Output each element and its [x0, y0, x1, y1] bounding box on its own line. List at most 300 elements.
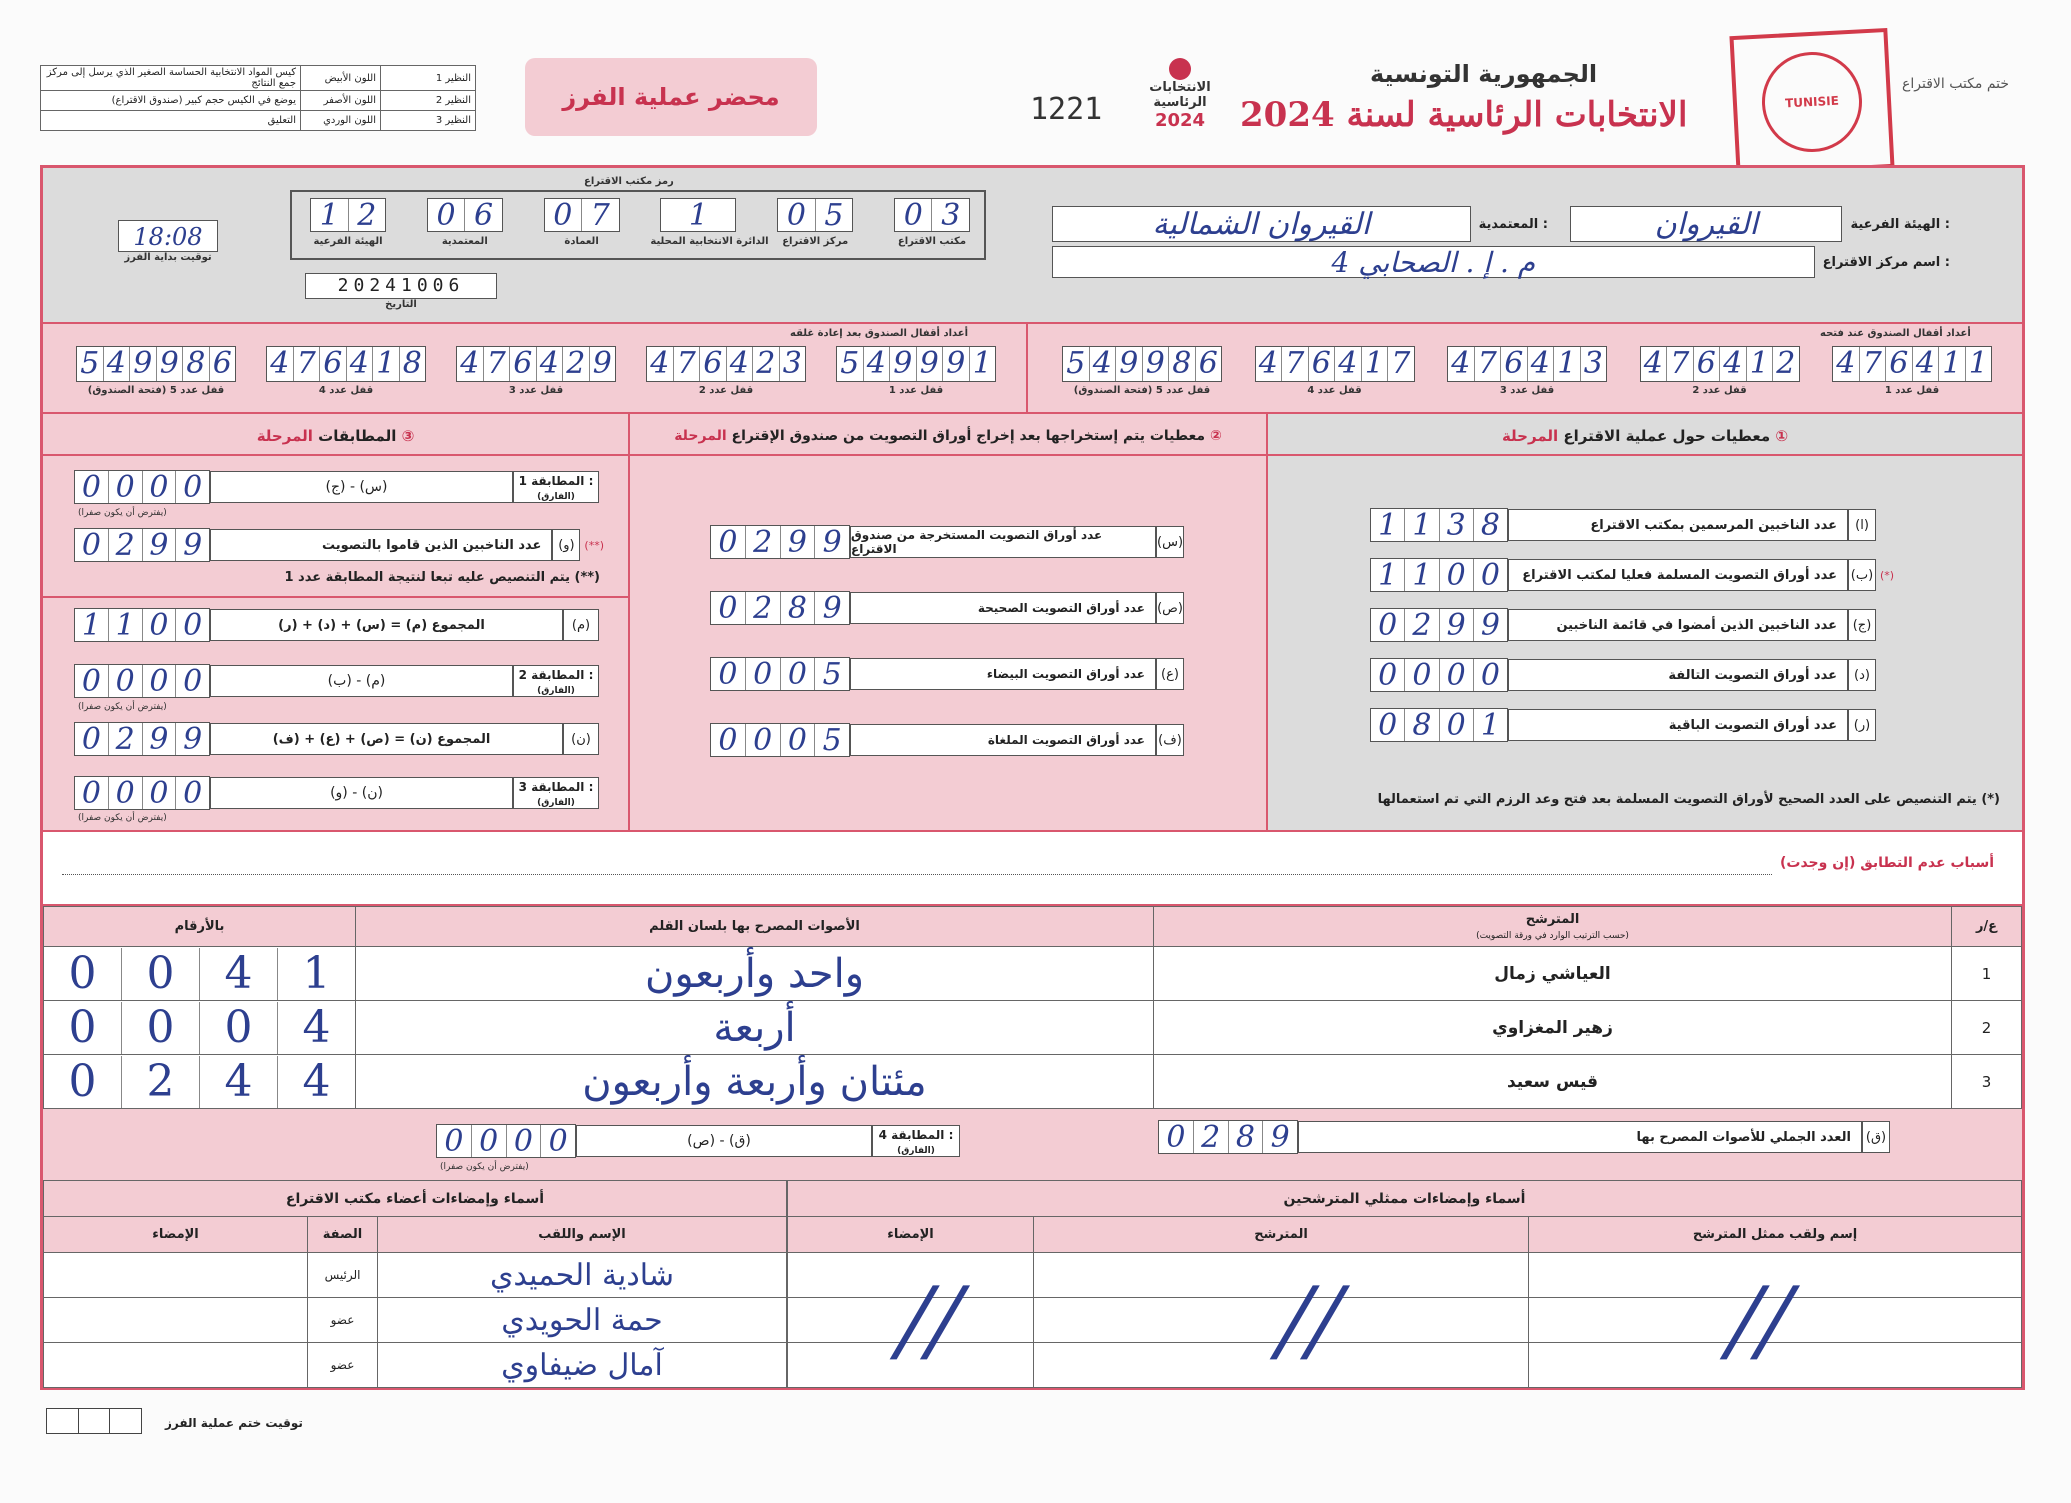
member-signature — [44, 1253, 308, 1298]
stage2-digit: 9 — [814, 526, 849, 558]
m4-value-digit: 0 — [540, 1125, 575, 1157]
stage1-digit: 0 — [1378, 658, 1398, 693]
m1-value-digit: 0 — [81, 470, 101, 505]
lock-value — [266, 346, 426, 382]
col-name-header: المترشح (حسب الترتيب الوارد في ورقة التصويت) — [1154, 907, 1952, 947]
m3-value-digit: 0 — [175, 777, 209, 809]
code-label: مركز الاقتراع — [782, 236, 849, 247]
member-role: عضو — [308, 1343, 378, 1388]
m4-value-digit: 0 — [471, 1125, 506, 1157]
code-digit: 0 — [553, 198, 573, 233]
m1-formula: (ج) - (س) — [210, 471, 513, 503]
lock-digit: 1 — [1938, 347, 1965, 381]
stage1-letter: (ج) — [1848, 609, 1876, 641]
lock-value — [1640, 346, 1800, 382]
lock-digit: 4 — [1719, 347, 1746, 381]
lock-label: قفل عدد 1 — [1884, 385, 1940, 396]
member-role: عضو — [308, 1298, 378, 1343]
form-number: 1221 — [1030, 92, 1103, 127]
m1-value-digit: 0 — [142, 471, 176, 503]
lock-digit: 6 — [1693, 347, 1720, 381]
date-label: التاريخ — [385, 299, 417, 310]
stage1-title: معطيات حول عملية الاقتراع — [1563, 427, 1771, 445]
m3-zero-note: (يفترض أن يكون صفرا) — [78, 813, 167, 823]
m1-value — [74, 470, 210, 504]
m1-zero-note: (يفترض أن يكون صفرا) — [78, 508, 167, 518]
stage2-digit: 2 — [745, 526, 780, 558]
start-time-label: توقيت بداية الفرز — [124, 252, 212, 263]
stage1-value — [1370, 708, 1508, 742]
w-value-digit: 9 — [142, 529, 176, 561]
lock-field — [1062, 346, 1222, 408]
stage1-value — [1370, 508, 1508, 542]
lock-digit: 4 — [536, 347, 563, 381]
logo-text-1: الانتخابات — [1149, 80, 1211, 95]
lock-digit: 1 — [1553, 347, 1580, 381]
m2-zero-note: (يفترض أن يكون صفرا) — [78, 702, 167, 712]
code-label: المعتمدية — [441, 236, 488, 247]
mismatch-line — [62, 874, 1772, 875]
stage1-label: عدد أوراق التصويت المسلمة فعليا لمكتب الاقتراع — [1508, 559, 1848, 591]
candidate-digit: 4 — [199, 1056, 277, 1108]
stage2-digit: 8 — [780, 592, 815, 624]
candidate-digit: 1 — [277, 948, 355, 1000]
stage2-letter: (س) — [1156, 526, 1184, 558]
candidate-name: قيس سعيد — [1154, 1055, 1952, 1109]
candidate-row — [44, 1055, 2022, 1109]
stage1-row — [1370, 558, 1910, 592]
q-letter: (ق) — [1862, 1121, 1890, 1153]
stage1-label: عدد أوراق التصويت الباقية — [1508, 709, 1848, 741]
lock-label: قفل عدد 2 — [1692, 385, 1747, 396]
election-logo — [1148, 58, 1212, 131]
lock-digit: 6 — [209, 347, 236, 381]
m4-value-digit: 0 — [444, 1124, 464, 1159]
stage2-value — [710, 723, 850, 757]
m4-formula: (ص) - (ق) — [576, 1125, 872, 1157]
m4-zero-note: (يفترض أن يكون صفرا) — [440, 1162, 529, 1172]
stage1-digit: 1 — [1378, 558, 1398, 593]
code-digit: 5 — [815, 199, 853, 231]
member-signature — [44, 1343, 308, 1388]
delegation-value: القيروان الشمالية — [1052, 206, 1471, 242]
n-value-digit: 2 — [108, 723, 142, 755]
w-note: (**) يتم التنصيص عليه تبعا لنتيجة المطابقة عدد 1 — [284, 570, 600, 585]
m2-value — [74, 664, 210, 698]
candidate-words: واحد وأربعون — [356, 947, 1154, 1001]
stage1-header — [1268, 420, 2022, 456]
logo-mark-icon — [1169, 58, 1191, 80]
stage2-left-border — [628, 414, 630, 830]
lock-digit: 6 — [1195, 347, 1222, 381]
stage1-digit: 2 — [1404, 609, 1438, 641]
copy-row — [41, 66, 476, 91]
copies-table — [40, 65, 476, 131]
n-row — [74, 722, 599, 756]
n-value-digit: 9 — [142, 723, 176, 755]
date-field — [305, 273, 497, 310]
q-row — [1158, 1120, 1890, 1154]
start-time-field — [118, 220, 218, 263]
copy-color: اللون الوردي — [301, 111, 381, 131]
w-letter: (و) — [552, 529, 580, 561]
stage1-num: المرحلة ① — [1501, 427, 1789, 445]
stage2-value — [710, 657, 850, 691]
stage1-label: عدد الناخبين الذين أمضوا في قائمة الناخبين — [1508, 609, 1848, 641]
q-value — [1158, 1120, 1298, 1154]
stage2-digit: 0 — [780, 724, 815, 756]
w-value-digit: 2 — [108, 529, 142, 561]
candidate-digit: 0 — [68, 1001, 97, 1053]
candidate-digits — [44, 1001, 356, 1055]
lock-digit: 4 — [346, 347, 373, 381]
lock-digit: 7 — [673, 347, 700, 381]
q-value-digit: 0 — [1166, 1120, 1186, 1155]
stage1-digit: 9 — [1473, 609, 1507, 641]
stage1-digit: 0 — [1378, 708, 1398, 743]
lock-digit: 4 — [1258, 346, 1278, 381]
m1-value-digit: 0 — [108, 471, 142, 503]
lock-digit: 6 — [509, 347, 536, 381]
m3-value-digit: 0 — [142, 777, 176, 809]
candidate-digit: 4 — [199, 948, 277, 1000]
q-value-digit: 9 — [1262, 1121, 1297, 1153]
code-label: الدائرة الانتخابية المحلية — [650, 236, 769, 247]
lock-field — [836, 346, 996, 408]
m2-value-digit: 0 — [108, 665, 142, 697]
code-digit: 0 — [903, 198, 923, 233]
logo-year: 2024 — [1154, 110, 1206, 131]
lock-label: قفل عدد 3 — [508, 385, 564, 396]
lock-digit: 7 — [483, 347, 510, 381]
republic-title: الجمهورية التونسية — [1370, 60, 1598, 88]
delegation-label: المعتمدية : — [1478, 216, 1548, 232]
lock-digit: 4 — [270, 346, 290, 381]
stage1-digit: 1 — [1404, 509, 1438, 541]
lock-digit: 4 — [1334, 347, 1361, 381]
code-label: العمادة — [564, 236, 599, 247]
m2-value-digit: 0 — [81, 664, 101, 699]
stage1-digit: 3 — [1439, 509, 1473, 541]
lock-digit: 1 — [969, 347, 996, 381]
lock-label: قفل عدد 2 — [698, 385, 754, 396]
candidate-number: 1 — [1952, 947, 2022, 1001]
mismatch-area — [43, 830, 2022, 906]
candidate-row — [44, 947, 2022, 1001]
lock-label: قفل عدد 5 (فتحة الصندوق) — [1073, 385, 1211, 396]
col-digits-header: بالأرقام — [44, 907, 356, 947]
stage2-digit: 0 — [780, 658, 815, 690]
lock-digit: 6 — [1308, 347, 1335, 381]
stage2-row — [710, 657, 1184, 691]
lock-value — [76, 346, 236, 382]
lock-digit: 4 — [1527, 347, 1554, 381]
m2-formula: (ب) - (م) — [210, 665, 513, 697]
code-digit: 1 — [319, 198, 339, 233]
stage1-digit: 1 — [1473, 709, 1507, 741]
lock-digit: 7 — [1666, 347, 1693, 381]
stage1-digit: 0 — [1404, 659, 1438, 691]
lock-digit: 4 — [1912, 347, 1939, 381]
w-value-digit: 9 — [175, 529, 209, 561]
code-label: مكتب الاقتراع — [897, 236, 967, 247]
lock-digit: 8 — [399, 347, 426, 381]
col-num-header: ع/ر — [1952, 907, 2022, 947]
members-col-role: الصفة — [308, 1217, 378, 1253]
lock-value — [1447, 346, 1607, 382]
lock-digit: 5 — [1066, 346, 1086, 381]
candidate-row — [44, 1001, 2022, 1055]
m4-row — [436, 1124, 960, 1158]
n-formula: المجموع (ن) = (ص) + (ع) + (ف) — [210, 723, 563, 755]
m2-sub: (الفارق) — [537, 686, 575, 696]
locks-close-fields — [76, 346, 996, 408]
candidate-number: 2 — [1952, 1001, 2022, 1055]
m1-label-box — [513, 471, 599, 503]
code-digit: 0 — [436, 198, 456, 233]
lock-digit: 2 — [1772, 347, 1799, 381]
code-value — [427, 198, 503, 232]
w-value — [74, 528, 210, 562]
m4-label-box — [872, 1125, 960, 1157]
lock-field — [1447, 346, 1607, 408]
lock-digit: 4 — [650, 346, 670, 381]
stage1-rows — [1370, 508, 1930, 748]
stage1-digit: 8 — [1473, 509, 1507, 541]
m-value-digit: 1 — [108, 609, 142, 641]
lock-field — [1255, 346, 1415, 408]
m3-value — [74, 776, 210, 810]
members-table — [43, 1180, 787, 1388]
end-time-label: توقيت ختم عملية الفرز — [165, 1416, 303, 1430]
m-value-digit: 0 — [142, 609, 176, 641]
stage2-digit: 9 — [780, 526, 815, 558]
code-digit: 0 — [786, 198, 806, 233]
m1-row — [74, 470, 599, 504]
stage2-letter: (ص) — [1156, 592, 1184, 624]
lock-digit: 7 — [1281, 347, 1308, 381]
lock-digit: 6 — [1500, 347, 1527, 381]
code-label: الهيئة الفرعية — [313, 236, 383, 247]
locks-divider — [43, 322, 2022, 324]
stage2-digit: 0 — [718, 657, 738, 692]
col-words-header: الأصوات المصرح بها بلسان القلم — [356, 907, 1154, 947]
lock-field — [76, 346, 236, 408]
m-value-digit: 1 — [81, 608, 101, 643]
stage1-digit: 0 — [1473, 659, 1507, 691]
lock-digit: 9 — [916, 347, 943, 381]
lock-digit: 9 — [156, 347, 183, 381]
code-digit: 3 — [931, 199, 969, 231]
code-value — [660, 198, 736, 232]
m-row — [74, 608, 599, 642]
end-time-boxes — [46, 1408, 142, 1434]
stage1-digit: 0 — [1439, 709, 1473, 741]
lock-label: قفل عدد 5 (فتحة الصندوق) — [87, 385, 225, 396]
lock-digit: 1 — [372, 347, 399, 381]
m3-value-digit: 0 — [108, 777, 142, 809]
lock-digit: 9 — [129, 347, 156, 381]
w-label: عدد الناخبين الذين قاموا بالتصويت — [210, 529, 552, 561]
candidate-digit: 0 — [121, 948, 199, 1000]
lock-field — [1832, 346, 1992, 408]
m3-value-digit: 0 — [81, 776, 101, 811]
stage2-value — [710, 525, 850, 559]
reps-mark-rep: // — [1715, 1268, 1805, 1373]
lock-label: قفل عدد 4 — [1307, 385, 1362, 396]
reps-col-sign: الإمضاء — [788, 1217, 1034, 1253]
m2-value-digit: 0 — [175, 665, 209, 697]
code-digit: 6 — [464, 199, 502, 231]
lock-digit: 6 — [1885, 347, 1912, 381]
stage2-label: عدد أوراق التصويت الصحيحة — [850, 592, 1156, 624]
stage2-digit: 0 — [718, 591, 738, 626]
m3-row — [74, 776, 599, 810]
code-field — [417, 198, 513, 258]
candidate-digit: 4 — [277, 1056, 355, 1108]
stage2-digit: 9 — [814, 592, 849, 624]
code-value — [544, 198, 620, 232]
q-value-digit: 2 — [1193, 1121, 1228, 1153]
m2-row — [74, 664, 599, 698]
lock-field — [1640, 346, 1800, 408]
reps-mark-cand: // — [1265, 1268, 1355, 1373]
code-title: رمز مكتب الاقتراع — [580, 176, 678, 187]
code-field — [650, 198, 769, 258]
locks-close-title: أعداد أقفال الصندوق بعد إعادة غلقه — [790, 328, 969, 339]
lock-digit: 9 — [1115, 347, 1142, 381]
m-value-digit: 0 — [175, 609, 209, 641]
lock-digit: 9 — [1142, 347, 1169, 381]
stage2-digit: 0 — [745, 724, 780, 756]
copy-dest: كيس المواد الانتخابية الحساسة الصغير الذي يرسل إلى مركز جمع النتائج — [41, 66, 301, 91]
reps-table — [787, 1180, 2022, 1388]
w-row — [74, 528, 604, 562]
branch-row — [1570, 205, 1950, 243]
stage3-header — [43, 420, 628, 456]
center-label: اسم مركز الاقتراع : — [1822, 254, 1950, 270]
locks-open-title: أعداد أقفال الصندوق عند فتحه — [1820, 328, 1971, 339]
m2-label: المطابقة 2 : — [518, 668, 594, 682]
lock-digit: 4 — [1836, 346, 1856, 381]
lock-digit: 3 — [1580, 347, 1607, 381]
stage2-digit: 5 — [814, 724, 849, 756]
lock-digit: 4 — [1451, 346, 1471, 381]
member-name: شادية الحميدي — [378, 1253, 787, 1298]
stage1-star: (*) — [1880, 568, 1895, 582]
lock-digit: 4 — [1643, 346, 1663, 381]
lock-field — [646, 346, 806, 408]
n-letter: (ن) — [563, 723, 599, 755]
copy-dest: يوضع في الكيس حجم كبير (صندوق الاقتراع) — [41, 91, 301, 111]
reps-title: أسماء وإمضاءات ممثلي المترشحين — [788, 1181, 2022, 1217]
candidate-digit: 0 — [68, 947, 97, 999]
stage1-label: عدد الناخبين المرسمين بمكتب الاقتراع — [1508, 509, 1848, 541]
stamp-text: TUNISIE — [1784, 93, 1840, 111]
m1-sub: (الفارق) — [537, 492, 575, 502]
stage2-header — [628, 420, 1268, 456]
code-value — [777, 198, 853, 232]
stage2-row — [710, 591, 1184, 625]
candidate-words: أربعة — [356, 1001, 1154, 1055]
stage1-label: عدد أوراق التصويت التالفة — [1508, 659, 1848, 691]
code-digit: 1 — [688, 198, 708, 233]
stage1-value — [1370, 558, 1508, 592]
stage1-value — [1370, 608, 1508, 642]
q-label: العدد الجملي للأصوات المصرح بها — [1298, 1121, 1862, 1153]
members-col-sign: الإمضاء — [44, 1217, 308, 1253]
stage2-row — [710, 525, 1184, 559]
reps-col-rep: إسم ولقب ممثل المترشح — [1529, 1217, 2022, 1253]
m1-label: المطابقة 1 : — [518, 474, 594, 488]
lock-digit: 2 — [752, 347, 779, 381]
stage1-row — [1370, 608, 1910, 642]
stage2-row — [710, 723, 1184, 757]
stage1-digit: 0 — [1473, 559, 1507, 591]
candidate-digits — [44, 947, 356, 1001]
stage2-digit: 2 — [745, 592, 780, 624]
candidate-digit: 2 — [121, 1056, 199, 1108]
stage1-digit: 1 — [1378, 508, 1398, 543]
m-value — [74, 608, 210, 642]
lock-digit: 4 — [460, 346, 480, 381]
copy-color: اللون الأصفر — [301, 91, 381, 111]
lock-digit: 7 — [293, 347, 320, 381]
reps-mark-sign: // — [885, 1268, 975, 1373]
lock-digit: 4 — [863, 347, 890, 381]
stage1-digit: 8 — [1404, 709, 1438, 741]
lock-digit: 7 — [1474, 347, 1501, 381]
code-field — [767, 198, 863, 258]
branch-label: الهيئة الفرعية : — [1850, 216, 1950, 232]
code-field — [300, 198, 396, 258]
form-title: محضر عملية الفرز — [562, 83, 780, 111]
lock-digit: 7 — [1859, 347, 1886, 381]
stage1-digit: 0 — [1378, 608, 1398, 643]
code-field — [884, 198, 980, 258]
m-formula: المجموع (م) = (س) + (د) + (ر) — [210, 609, 563, 641]
member-row — [44, 1343, 787, 1388]
stamp-circle-icon — [1759, 49, 1864, 154]
m3-label-box — [513, 777, 599, 809]
center-value: م . إ . الصحابي 4 — [1052, 246, 1815, 278]
stage1-row — [1370, 508, 1910, 542]
candidate-name: زهير المغزاوي — [1154, 1001, 1952, 1055]
copy-number: النظير 1 — [381, 66, 476, 91]
lock-value — [1062, 346, 1222, 382]
m3-formula: (و) - (ن) — [210, 777, 513, 809]
member-row — [44, 1253, 787, 1298]
stage3-num: المرحلة ③ — [256, 427, 415, 445]
members-title: أسماء وإمضاءات أعضاء مكتب الاقتراع — [44, 1181, 787, 1217]
lock-digit: 3 — [779, 347, 806, 381]
lock-digit: 4 — [103, 347, 130, 381]
m2-label-box — [513, 665, 599, 697]
candidate-name: العياشي زمال — [1154, 947, 1952, 1001]
candidate-digit: 0 — [199, 1002, 277, 1054]
stage2-title: معطيات يتم إستخراجها بعد إخراج أوراق التصويت من صندوق الإقتراع — [731, 428, 1206, 444]
stage2-num: المرحلة ② — [674, 428, 1222, 444]
member-signature — [44, 1298, 308, 1343]
n-value-digit: 9 — [175, 723, 209, 755]
copy-row — [41, 91, 476, 111]
stage3-title: المطابقات — [318, 427, 397, 445]
stage3-mid-divider — [43, 596, 628, 598]
candidates-table — [43, 906, 2022, 1109]
member-row — [44, 1298, 787, 1343]
stage2-label: عدد أوراق التصويت الملغاة — [850, 724, 1156, 756]
lock-digit: 1 — [1965, 347, 1992, 381]
